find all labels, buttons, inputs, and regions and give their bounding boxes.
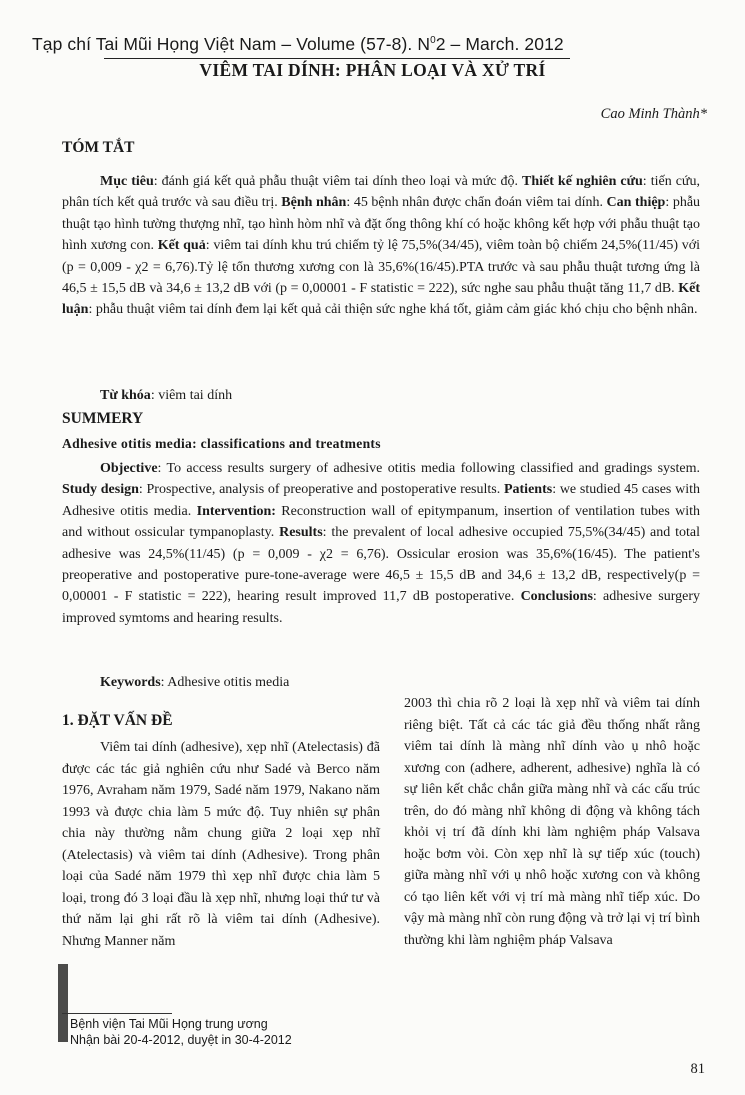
page-number: 81	[690, 1061, 705, 1077]
vn-intervention-label: Can thiệp	[606, 195, 666, 211]
en-conclusion-label: Conclusions	[520, 589, 593, 605]
footnote-rule	[62, 1013, 172, 1014]
vn-keywords: Từ khóa: viêm tai dính	[100, 388, 233, 403]
intro-left-column: Viêm tai dính (adhesive), xẹp nhĩ (Atelectasis) đã được các tác giả nghiên cứu như Sadé và Berco năm 1976, Avraham năm 1979, Sadé năm 1979, Nakano năm 1993 và được chia làm 5 mức độ. Tuy nhiên sự phân chia này thường nằm chung giữa 2 loại xẹp nhĩ (Atelectasis) và viêm tai dính (Adhesive). Trong phân loại của Sadé năm 1979 thì xẹp nhĩ được chia làm 5 loại, trong đó 3 loại đầu là xẹp nhĩ, nhưng loại thứ tư và thứ năm lại ghi rất rõ là viêm tai dính (Adhesive). Nhưng Manner năm	[62, 740, 380, 949]
vn-conclusion-label: Kết luận	[62, 281, 700, 318]
journal-header: Tạp chí Tai Mũi Họng Việt Nam – Volume (57-8). $N^02$ – March. 2012	[32, 34, 564, 54]
vn-results-label: Kết quả	[157, 238, 206, 254]
header-rule	[104, 58, 570, 59]
vn-abstract-body: Mục tiêu: đánh giá kết quả phẫu thuật viêm tai dính theo loại và mức độ. Thiết kế nghiên cứu: tiến cứu, phân tích kết quả trước và sau điều trị. Bệnh nhân: 45 bệnh nhân được chẩn đoán viêm tai dính. Can thiệp: phẫu thuật tạo hình tường thượng nhĩ, tạo hình hòm nhĩ và đặt ống thông khí có hoặc không kết hợp với phẫu thuật tạo hình xương con. Kết quả: viêm tai dính khu trú chiếm tỷ lệ 75,5%(34/45), viêm toàn bộ chiếm 24,5%(11/45) với (p = 0,009 - χ2 = 6,76).Tỷ lệ tổn thương xương con là 35,6%(16/45).PTA trước và sau phẫu thuật tương ứng là 46,5 ± 15,5 dB và 34,6 ± 13,2 dB với (p = 0,00001 - F statistic = 222), sức nghe sau phẫu thuật tăng 11,7 dB. Kết luận: phẫu thuật viêm tai dính đem lại kết quả cải thiện sức nghe khá tốt, giảm cảm giác khó chịu cho bệnh nhân.	[62, 174, 701, 318]
en-patients-label: Patients	[503, 482, 553, 498]
author: Cao Minh Thành*	[600, 106, 707, 122]
article-title: VIÊM TAI DÍNH: PHÂN LOẠI VÀ XỬ TRÍ	[199, 60, 546, 80]
intro-right-column: 2003 thì chia rõ 2 loại là xẹp nhĩ và viêm tai dính riêng biệt. Tất cả các tác giả đều thống nhất rằng viêm tai dính là màng nhĩ dính vào ụ nhô hoặc xương con (adhere, adherent, adhesive) nghĩa là có sự liên kết chắc chắn giữa màng nhĩ và các cấu trúc trên, do đó màng nhĩ không di động và không tách khỏi vị trí đã dính khi làm nghiệm pháp Valsava hoặc bơm vòi. Còn xẹp nhĩ là sự tiếp xúc (touch) giữa màng nhĩ với ụ nhô hoặc xương con và không có tạo liên kết với vị trí mà màng nhĩ tiếp xúc. Do vậy mà màng nhĩ còn rung động và trở lại vị trí bình thường khi làm nghiệm pháp Valsava	[404, 696, 700, 948]
footnote-dates: Nhận bài 20-4-2012, duyệt in 30-4-2012	[70, 1033, 292, 1047]
vn-abstract-heading: TÓM TẮT	[62, 139, 135, 156]
en-intervention-label: Intervention:	[196, 503, 276, 519]
en-design-label: Study design	[62, 482, 139, 498]
en-results-label: Results	[279, 525, 323, 541]
en-abstract-subtitle: Adhesive otitis media: classifications and treatments	[62, 436, 381, 451]
en-objective-label: Objective	[100, 461, 158, 476]
vn-objective-label: Mục tiêu	[100, 174, 154, 189]
en-abstract-heading: SUMMERY	[62, 410, 144, 427]
en-abstract-body: Objective: To access results surgery of adhesive otitis media following classified and gradings system. Study design: Prospective, analysis of preoperative and postoperative results. Patients: we studied 45 cases with Adhesive otitis media. Intervention: Reconstruction wall of epitympanum, insertion of ventilation tubes with and without ossicular tympanoplasty. Results: the prevalent of local adhesive occupied 75,5%(34/45) and total adhesive was 24,5%(11/45) (p = 0,009 - χ2 = 6,76). Ossicular erosion was 35,6%(16/45). The patient's preoperative and postoperative pure-tone-average were 46,5 ± 15,5 dB and 34,6 ± 13,2 dB, respectively(p = 0,00001 - F statistic = 222), hearing result improved 11,7 dB postoperative. Conclusions: adhesive surgery improved symtoms and hearing results.	[62, 461, 701, 626]
footnote-affiliation: Bệnh viện Tai Mũi Họng trung ương	[70, 1017, 268, 1031]
vn-design-label: Thiết kế nghiên cứu	[522, 174, 643, 189]
en-keywords: Keywords: Adhesive otitis media	[100, 675, 290, 690]
scan-artifact	[58, 964, 68, 1042]
intro-heading: 1. ĐẶT VẤN ĐỀ	[62, 712, 173, 729]
vn-patients-label: Bệnh nhân	[281, 195, 347, 211]
